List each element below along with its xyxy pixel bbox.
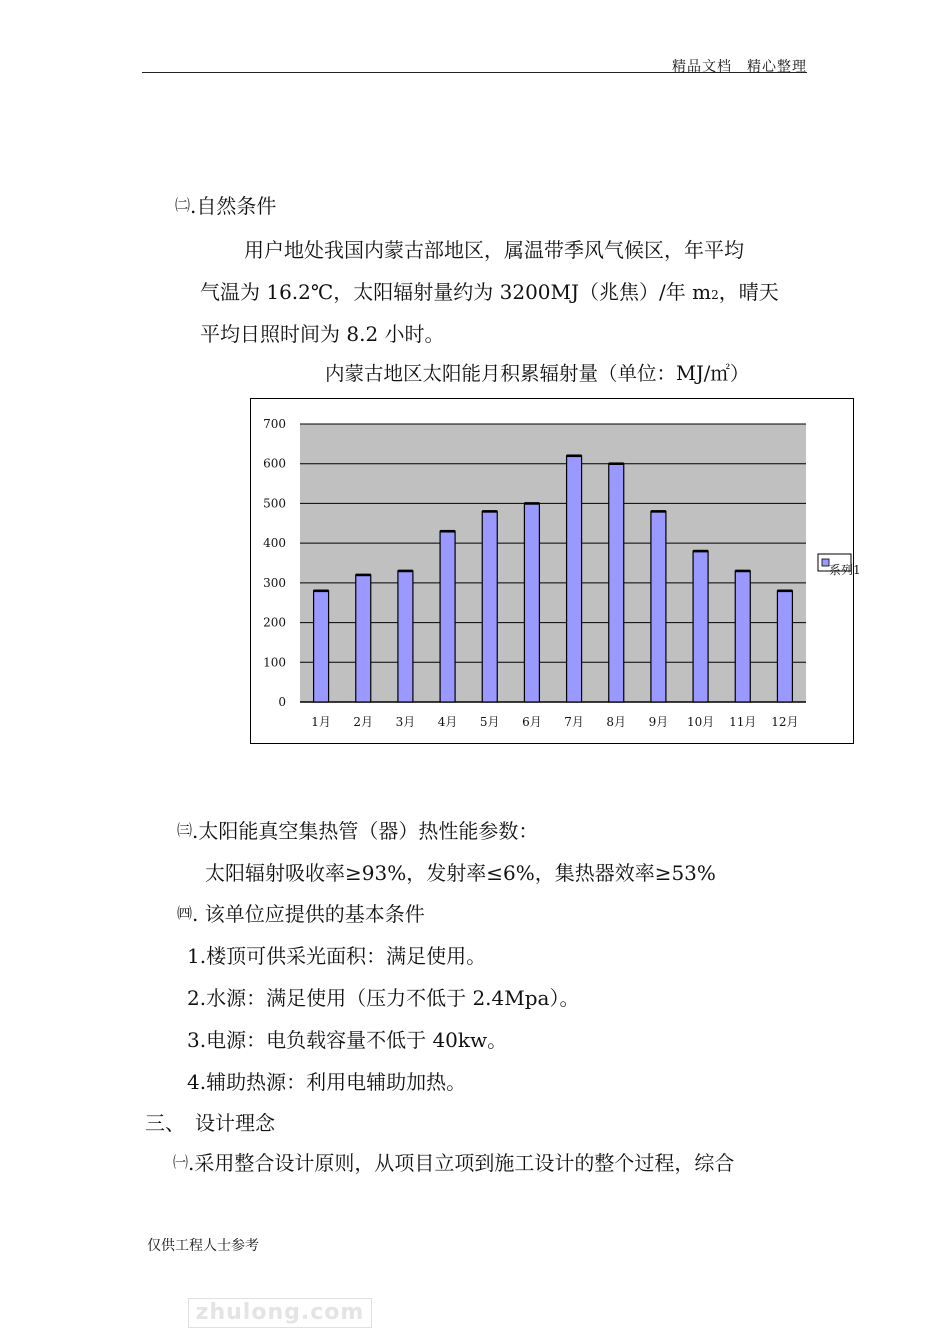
section-2-para-3: 平均日照时间为 8.2 小时。 <box>200 322 445 346</box>
x-tick-label: 9月 <box>648 715 669 729</box>
list-item: 2.水源：满足使用（压力不低于 2.4Mpa）。 <box>187 986 580 1010</box>
section-4-heading <box>177 898 425 927</box>
x-tick-label: 12月 <box>771 715 799 729</box>
page-footer: 仅供工程人士参考 <box>147 1238 259 1254</box>
part-3-sub-text: .采用整合设计原则，从项目立项到施工设计的整个过程，综合 <box>188 1151 735 1175</box>
section-2-para-2-b: ，晴天 <box>718 280 779 304</box>
x-tick-label: 11月 <box>729 715 757 729</box>
x-tick-label: 10月 <box>686 715 715 729</box>
list-item: 1.楼顶可供采光面积：满足使用。 <box>187 944 487 968</box>
section-2-title: .自然条件 <box>190 194 277 218</box>
section-2-para-1: 用户地处我国内蒙古部地区，属温带季风气候区，年平均 <box>244 238 744 262</box>
bar <box>567 456 582 702</box>
section-2-para-2-a: 气温为 16.2℃，太阳辐射量约为 3200MJ（兆焦）/年 m <box>200 280 712 304</box>
x-tick-label: 8月 <box>606 715 627 729</box>
section-2-number: ㈡ <box>175 196 191 214</box>
header-rule <box>142 72 807 73</box>
list-item: 3.电源：电负载容量不低于 40kw。 <box>187 1028 508 1052</box>
bar <box>609 464 624 702</box>
bar <box>314 591 329 702</box>
bar <box>356 575 371 702</box>
section-3-title: .太阳能真空集热管（器）热性能参数： <box>192 819 539 843</box>
part-3-sub-number: ㈠ <box>173 1153 189 1171</box>
x-tick-label: 2月 <box>353 715 374 729</box>
y-tick-label: 100 <box>263 655 286 670</box>
section-4-title: . 该单位应提供的基本条件 <box>192 902 425 926</box>
x-tick-label: 1月 <box>311 715 331 729</box>
bar <box>651 511 666 702</box>
y-tick-label: 600 <box>263 456 286 471</box>
watermark-logo: zhulong.com <box>188 1298 372 1328</box>
x-tick-label: 5月 <box>479 715 500 729</box>
x-tick-label: 6月 <box>522 715 542 729</box>
y-tick-label: 400 <box>263 536 286 551</box>
x-tick-label: 7月 <box>564 715 584 729</box>
list-item: 4.辅助热源：利用电辅助加热。 <box>187 1070 467 1094</box>
bar <box>482 511 497 702</box>
section-2-para-2-sub: 2 <box>711 288 719 302</box>
y-tick-label: 500 <box>263 496 286 511</box>
part-3-sub-heading <box>173 1147 734 1176</box>
y-tick-label: 0 <box>278 695 286 709</box>
bar <box>693 551 708 702</box>
section-4-number: ㈣ <box>177 904 193 922</box>
bar <box>735 571 750 702</box>
y-tick-label: 200 <box>263 615 286 630</box>
section-2-para-2 <box>200 276 779 305</box>
legend-label: 系列1 <box>829 563 861 577</box>
section-3-number: ㈢ <box>177 821 193 839</box>
section-2-heading <box>175 190 276 219</box>
x-tick-label: 3月 <box>395 715 416 729</box>
section-3-heading <box>177 815 538 844</box>
section-3-para-1: 太阳辐射吸收率≥93%，发射率≤6%，集热器效率≥53% <box>205 861 716 885</box>
radiation-bar-chart <box>251 399 861 742</box>
bar <box>777 591 792 702</box>
y-tick-label: 700 <box>263 417 286 431</box>
page-header: 精品文档 精心整理 <box>672 59 807 75</box>
bar <box>524 503 539 702</box>
plot-area <box>300 424 806 702</box>
legend-swatch <box>822 559 829 566</box>
chart-frame <box>250 398 861 744</box>
bar <box>398 571 413 702</box>
chart-caption: 内蒙古地区太阳能月积累辐射量（单位：MJ/㎡） <box>325 362 750 385</box>
part-3-heading: 三、 设计理念 <box>145 1111 275 1135</box>
x-tick-label: 4月 <box>437 715 458 729</box>
y-tick-label: 300 <box>263 575 286 590</box>
bar <box>440 531 455 702</box>
